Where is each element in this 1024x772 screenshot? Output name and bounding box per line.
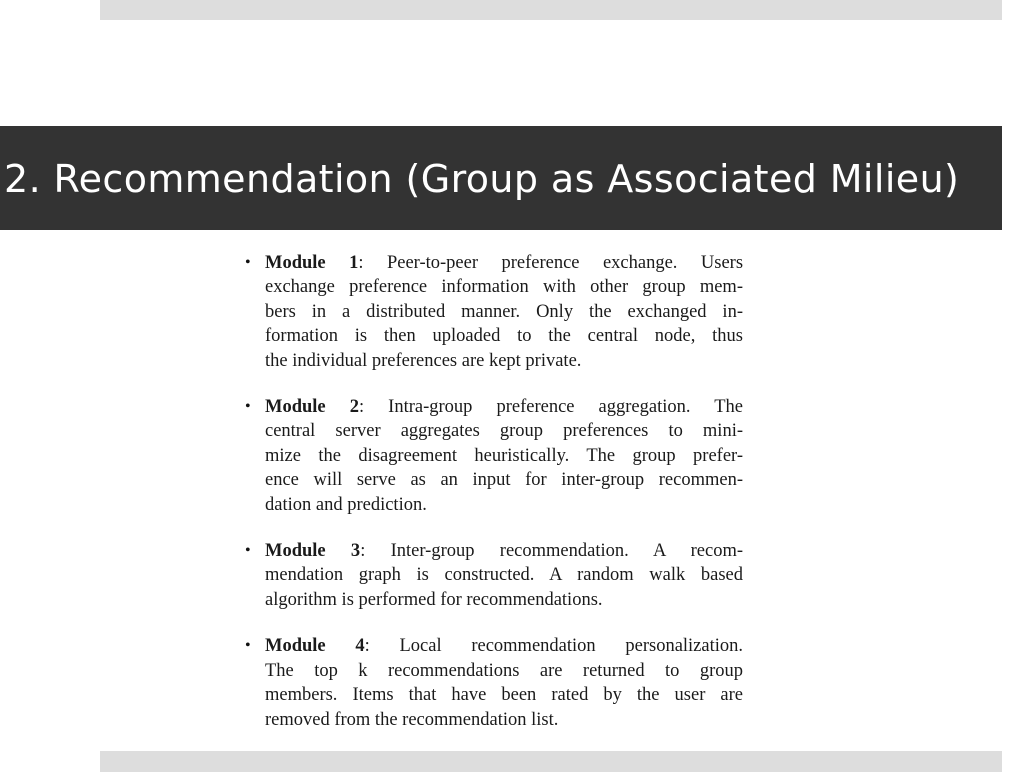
module-item [245,251,743,373]
slide-title: 2. Recommendation (Group as Associated Milieu) [4,157,960,201]
module-list [245,251,743,754]
module-text-line: mize the disagreement heuristically. The group prefer- [265,445,743,466]
module-text-line: the individual preferences are kept private. [265,350,582,371]
module-text-line: exchange preference information with other group mem- [265,277,743,298]
module-first-line: Module 1: Peer-to-peer preference exchange. Users [265,253,744,273]
module-first-line: Module 4: Local recommendation personalization. [265,636,744,657]
module-text-line: Inter-group recommendation. A recom- [390,541,744,562]
bullet-icon: • [245,254,251,271]
module-text-line: bers in a distributed manner. Only the exchanged in- [265,301,743,322]
module-text-line: algorithm is performed for recommendations. [265,589,603,610]
module-first-line: Module 3: Inter-group recommendation. A recom- [265,541,744,562]
module-name: Module 3 [265,541,361,562]
module-text-line: central server aggregates group preferences to mini- [265,421,743,442]
module-text-line: Peer-to-peer preference exchange. Users [386,253,744,273]
module-text-line: Local recommendation personalization. [399,636,744,657]
bottom-decorative-band [100,751,1002,772]
module-item [245,634,743,732]
module-name: Module 2 [265,397,359,418]
module-text-line: The top k recommendations are returned to group [265,660,743,681]
bullet-icon: • [245,542,251,560]
module-first-line: Module 2: Intra-group preference aggregation. The [265,397,743,418]
module-text-line: dation and prediction. [265,494,427,515]
module-item [245,539,743,612]
module-name: Module 1 [265,253,359,273]
module-text-line: Intra-group preference aggregation. The [388,397,743,418]
top-decorative-band [100,0,1002,20]
module-text-line: removed from the recommendation list. [265,709,559,730]
module-text-line: mendation graph is constructed. A random walk based [265,565,743,586]
module-text-line: members. Items that have been rated by the user are [265,685,743,706]
module-item [245,395,743,517]
module-text-line: ence will serve as an input for inter-group recommen- [265,470,743,491]
bullet-icon: • [245,637,251,655]
bullet-icon: • [245,398,251,416]
module-text-line: formation is then uploaded to the central node, thus [265,326,743,347]
module-name: Module 4 [265,636,365,657]
